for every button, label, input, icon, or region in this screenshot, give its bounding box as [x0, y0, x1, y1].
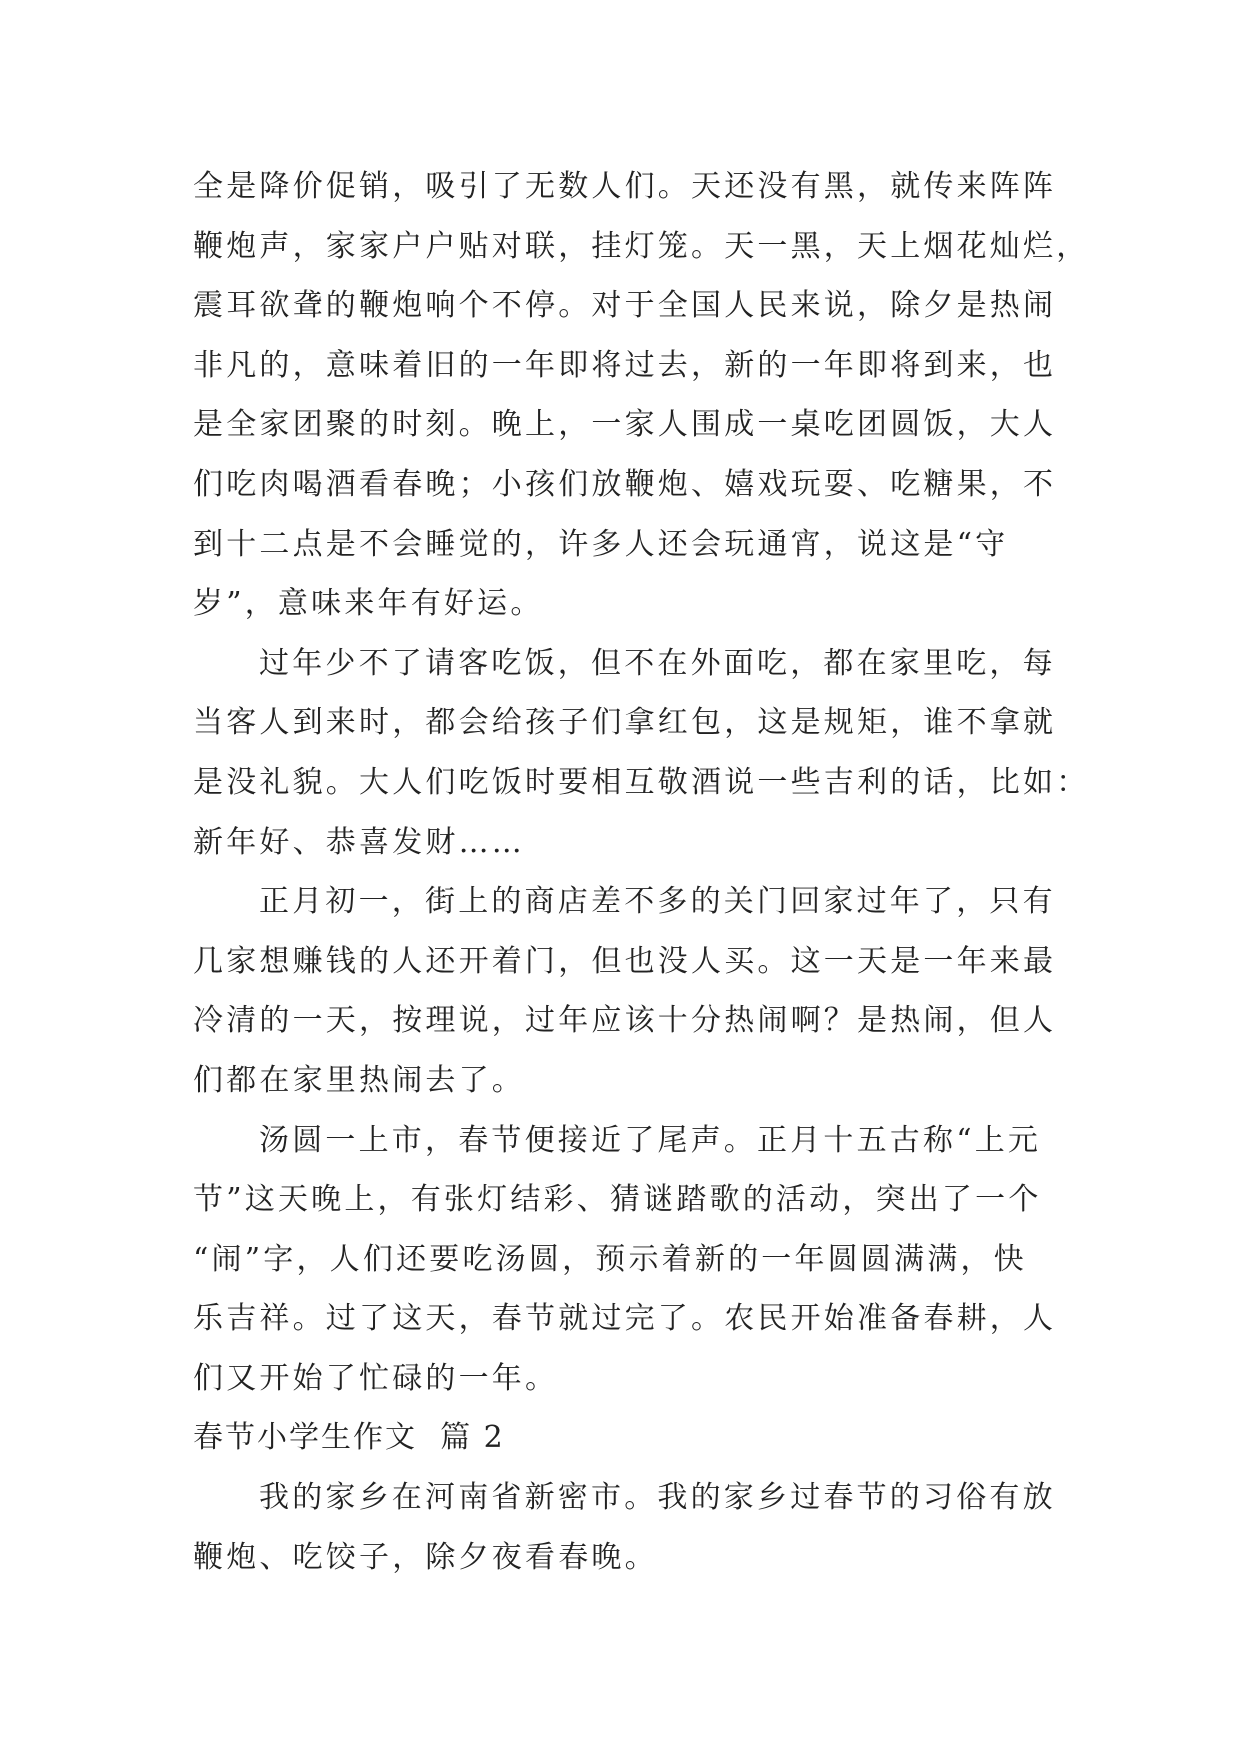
text-line: 汤圆一上市，春节便接近了尾声。正月十五古称“上元	[259, 1122, 1042, 1158]
text-line: 到十二点是不会睡觉的，许多人还会玩通宵，说这是“守	[193, 526, 1009, 562]
text-line: 全是降价促销，吸引了无数人们。天还没有黑，就传来阵阵	[193, 169, 1057, 204]
text-line: 新年好、恭喜发财……	[193, 824, 525, 860]
text-line: 冷清的一天，按理说，过年应该十分热闹啊？是热闹，但人	[193, 1003, 1057, 1039]
text-line: 当客人到来时，都会给孩子们拿红包，这是规矩，谁不拿就	[193, 705, 1057, 741]
text-line: 们都在家里热闹去了。	[193, 1062, 525, 1098]
document-body	[193, 157, 1090, 1587]
text-line: 震耳欲聋的鞭炮响个不停。对于全国人民来说，除夕是热闹	[193, 288, 1057, 324]
text-line: 我的家乡在河南省新密市。我的家乡过春节的习俗有放	[259, 1480, 1056, 1516]
text-line: 是全家团聚的时刻。晚上，一家人围成一桌吃团圆饭，大人	[193, 407, 1057, 443]
text-line: 岁”，意味来年有好运。	[193, 586, 544, 622]
text-line: 鞭炮、吃饺子，除夕夜看春晚。	[193, 1539, 658, 1575]
text-line: 几家想赚钱的人还开着门，但也没人买。这一天是一年来最	[193, 943, 1057, 979]
text-line: “闹”字，人们还要吃汤圆，预示着新的一年圆圆满满，快	[193, 1241, 1027, 1277]
paragraph	[193, 634, 1090, 872]
paragraph	[193, 1111, 1058, 1409]
paragraph	[193, 1468, 1058, 1587]
section-heading: 春节小学生作文 篇 2	[193, 1420, 505, 1456]
text-line: 们吃肉喝酒看春晚；小孩们放鞭炮、嬉戏玩耍、吃糖果，不	[193, 466, 1057, 502]
paragraph	[193, 872, 1058, 1110]
paragraph	[193, 157, 1090, 634]
text-line: 们又开始了忙碌的一年。	[193, 1360, 559, 1396]
text-line: 非凡的，意味着旧的一年即将过去，新的一年即将到来，也	[193, 347, 1057, 383]
text-line: 过年少不了请客吃饭，但不在外面吃，都在家里吃，每	[259, 645, 1056, 681]
text-line: 节”这天晚上，有张灯结彩、猜谜踏歌的活动，突出了一个	[193, 1182, 1042, 1218]
text-line: 乐吉祥。过了这天，春节就过完了。农民开始准备春耕，人	[193, 1301, 1057, 1337]
text-line: 是没礼貌。大人们吃饭时要相互敬酒说一些吉利的话，比如：	[193, 764, 1090, 800]
text-line: 正月初一，街上的商店差不多的关门回家过年了，只有	[259, 884, 1056, 920]
text-line: 鞭炮声，家家户户贴对联，挂灯笼。天一黑，天上烟花灿烂，	[193, 228, 1090, 264]
